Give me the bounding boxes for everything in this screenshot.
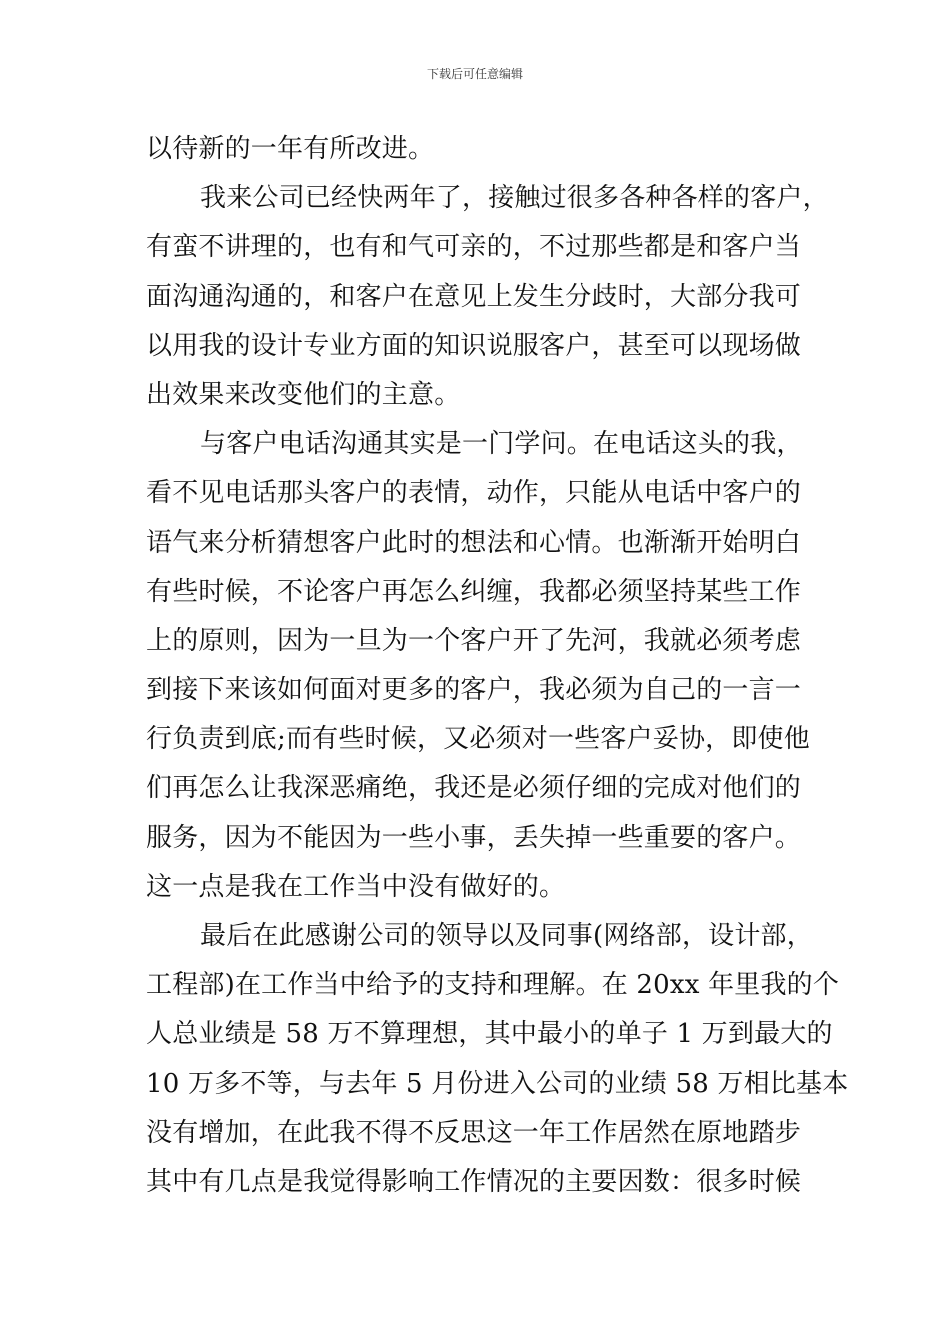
- paragraph-start-line: 与客户电话沟通其实是一门学问。在电话这头的我，: [200, 429, 803, 460]
- document-body: [146, 125, 849, 1207]
- text-line: 语气来分析猜想客户此时的想法和心情。也渐渐开始明白: [146, 527, 802, 558]
- text-line: 其中有几点是我觉得影响工作情况的主要因数：很多时候: [146, 1166, 802, 1197]
- text-line: 行负责到底;而有些时候，又必须对一些客户妥协，即使他: [146, 724, 810, 755]
- text-line: 这一点是我在工作当中没有做好的。: [146, 871, 566, 902]
- text-line: 看不见电话那头客户的表情，动作，只能从电话中客户的: [146, 478, 802, 509]
- text-line: 到接下来该如何面对更多的客户，我必须为自己的一言一: [146, 675, 802, 706]
- paragraph-start-line: 我来公司已经快两年了，接触过很多各种各样的客户，: [200, 183, 829, 214]
- text-line: 有些时候，不论客户再怎么纠缠，我都必须坚持某些工作: [146, 576, 802, 607]
- text-line: 以待新的一年有所改进。: [146, 134, 435, 164]
- text-line: 没有增加，在此我不得不反思这一年工作居然在原地踏步: [146, 1117, 802, 1148]
- paragraph-start-line: 最后在此感谢公司的领导以及同事(网络部，设计部，: [200, 921, 813, 951]
- text-line: 上的原则，因为一旦为一个客户开了先河，我就必须考虑: [146, 625, 802, 656]
- page-header: 下载后可任意编辑: [426, 67, 523, 81]
- text-line: 有蛮不讲理的，也有和气可亲的，不过那些都是和客户当: [146, 232, 802, 263]
- text-line: 以用我的设计专业方面的知识说服客户，甚至可以现场做: [146, 330, 802, 361]
- text-line: 出效果来改变他们的主意。: [146, 379, 461, 410]
- text-line: 面沟通沟通的，和客户在意见上发生分歧时，大部分我可: [146, 281, 802, 312]
- text-line: 服务，因为不能因为一些小事，丢失掉一些重要的客户。: [146, 822, 802, 853]
- text-line: 们再怎么让我深恶痛绝，我还是必须仔细的完成对他们的: [146, 773, 802, 804]
- text-line: 人总业绩是 58 万不算理想，其中最小的单子 1 万到最大的: [146, 1019, 833, 1050]
- text-line: 工程部)在工作当中给予的支持和理解。在 20xx 年里我的个: [146, 970, 840, 1001]
- text-line: 10 万多不等，与去年 5 月份进入公司的业绩 58 万相比基本: [146, 1068, 849, 1099]
